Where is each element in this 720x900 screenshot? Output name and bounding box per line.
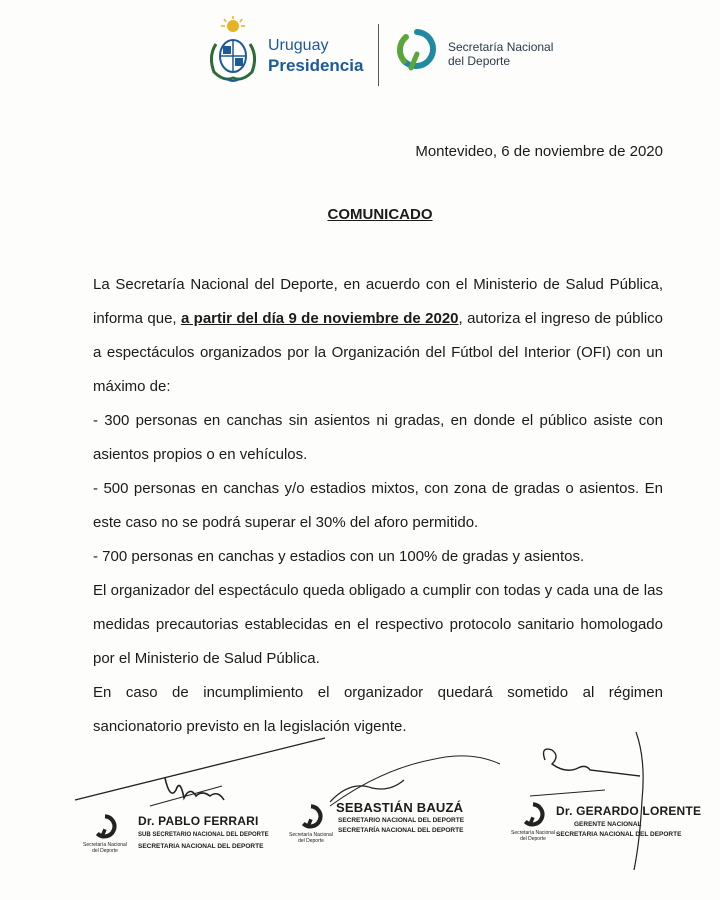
secretaria-text: Secretaría Nacional: [448, 40, 554, 54]
paragraph-700: - 700 personas en canchas y estadios con un 100% de gradas y asientos.: [93, 548, 585, 565]
signature-3-role-1: GERENTE NACIONAL: [574, 821, 642, 828]
uruguay-coat-of-arms-icon: [204, 16, 262, 86]
secretaria-deporte-logo-icon: [396, 28, 438, 72]
signature-1-logo-icon: [92, 814, 118, 840]
signature-3-name: Dr. GERARDO LORENTE: [556, 804, 702, 818]
header-divider: [378, 24, 379, 86]
signature-2-logo-icon: [298, 804, 324, 830]
uruguay-presidencia-wordmark: [268, 36, 363, 76]
document-body: [93, 268, 663, 744]
signature-3-logo-icon: [520, 802, 546, 828]
document-title: COMUNICADO: [327, 206, 433, 223]
paragraph-intro: [93, 268, 663, 404]
secretaria-deporte-wordmark: [448, 40, 553, 68]
signature-3-role-2: SECRETARIA NACIONAL DEL DEPORTE: [556, 831, 682, 838]
signature-1-role-2: SECRETARIA NACIONAL DEL DEPORTE: [138, 843, 264, 850]
paragraph-500: - 500 personas en canchas y/o estadios mixtos, con zona de gradas o asientos. En este caso no se podrá superar el 30% del aforo permitido.: [93, 480, 663, 531]
signature-3-logo-caption: Secretaría Nacional del Deporte: [511, 830, 555, 842]
paragraph-sanction: En caso de incumplimiento el organizador quedará sometido al régimen sancionatorio previsto en la legislación vigente.: [93, 684, 663, 735]
signature-2-name: SEBASTIÁN BAUZÁ: [336, 800, 464, 815]
signature-2-logo-caption: Secretaría Nacional del Deporte: [289, 832, 333, 844]
signature-1-role-1: SUB SECRETARIO NACIONAL DEL DEPORTE: [138, 832, 269, 838]
presidencia-text: Presidencia: [268, 56, 364, 75]
signature-1-logo-caption: Secretaría Nacional del Deporte: [83, 842, 127, 854]
letterhead: [0, 14, 720, 90]
start-date-emphasis: a partir del día 9 de noviembre de 2020: [180, 310, 459, 327]
document-date: Montevideo, 6 de noviembre de 2020: [415, 143, 663, 160]
uruguay-text: Uruguay: [268, 37, 329, 54]
deporte-text: del Deporte: [448, 54, 511, 68]
intro-text-c: , autoriza el ingreso de público a espectáculos organizados por la Organización del Fútbol del Interior (OFI) con un máximo de:: [93, 310, 664, 395]
signature-2-role-1: SECRETARIO NACIONAL DEL DEPORTE: [338, 817, 465, 824]
signatures-block: [0, 720, 720, 900]
signature-2-role-2: SECRETARÍA NACIONAL DEL DEPORTE: [338, 827, 464, 834]
intro-text-a: La Secretaría Nacional del Deporte, en acuerdo con el Ministerio de Salud Pública, informa que,: [93, 276, 663, 327]
paragraph-obligation: El organizador del espectáculo queda obligado a cumplir con todas y cada una de las medidas precautorias establecidas en el respectivo protocolo sanitario homologado por el Ministerio de Salud Pública.: [93, 582, 663, 667]
signature-1-name: Dr. PABLO FERRARI: [138, 814, 259, 828]
paragraph-300: - 300 personas en canchas sin asientos ni gradas, en donde el público asiste con asientos propios o en vehículos.: [93, 412, 663, 463]
